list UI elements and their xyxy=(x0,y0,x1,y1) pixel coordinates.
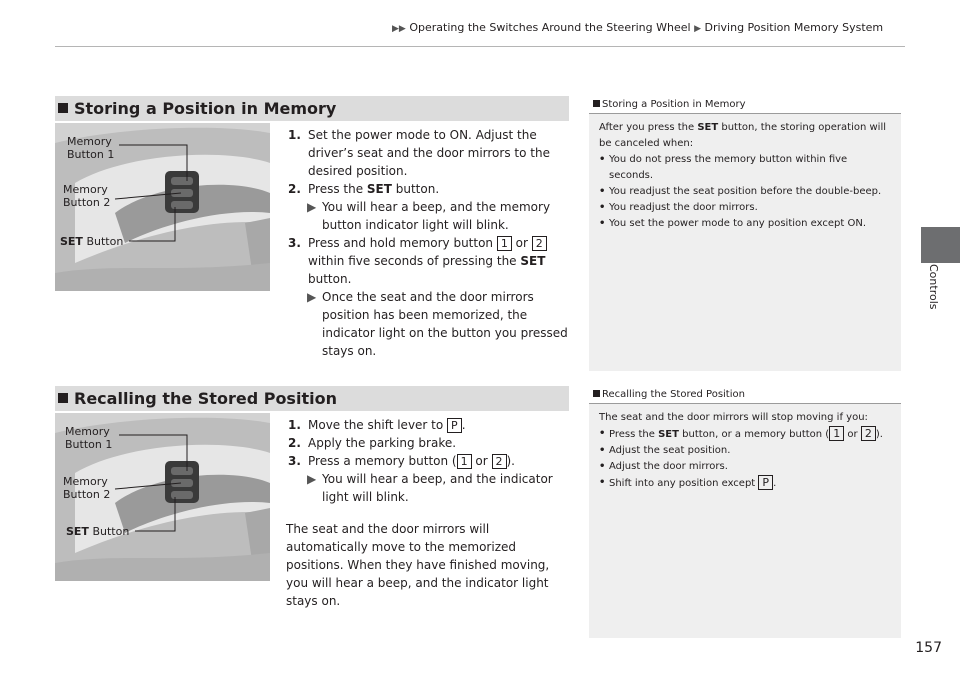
note-title-text: Recalling the Stored Position xyxy=(602,389,745,400)
callout-set-bold: SET xyxy=(66,525,89,538)
note-text: ). xyxy=(875,429,883,440)
step-item xyxy=(278,434,573,452)
result-arrow-icon: ▶ xyxy=(307,290,317,304)
step-text: button. xyxy=(391,182,440,196)
note-title xyxy=(589,386,901,404)
result-text: Once the seat and the door mirrors position has been memorized, the indicator light on the button you pressed stays on. xyxy=(322,290,568,358)
note-body xyxy=(589,404,901,498)
breadcrumb-arrow-icon: ▶ xyxy=(694,24,701,34)
note-bullet: • You do not press the memory button within five seconds. xyxy=(599,152,893,184)
key-1-icon: 1 xyxy=(829,426,844,441)
recall-paragraph: The seat and the door mirrors will automatically move to the memorized positions. When they have finished moving, you will hear a beep, and the indicator light stays on. xyxy=(286,522,550,608)
callout-set-button xyxy=(66,525,129,538)
note-bullet xyxy=(599,475,893,492)
step-text: Move the shift lever to xyxy=(308,418,448,432)
result-arrow-icon: ▶ xyxy=(307,200,317,214)
note-text: Press the xyxy=(609,429,659,440)
steps-list xyxy=(278,126,573,360)
section-title: Recalling the Stored Position xyxy=(74,389,337,408)
note-text: or xyxy=(844,429,861,440)
callout-set-bold: SET xyxy=(60,235,83,248)
chapter-tab[interactable] xyxy=(921,227,960,263)
note-ref-icon xyxy=(593,100,600,107)
chapter-label xyxy=(920,264,948,324)
result-arrow-icon: ▶ xyxy=(307,472,317,486)
result-text: You will hear a beep, and the indicator light will blink. xyxy=(322,472,553,504)
note-title-text: Storing a Position in Memory xyxy=(602,99,746,110)
step-number: 3. xyxy=(288,236,301,250)
callout-set-rest: Button xyxy=(88,525,130,538)
note-bullet: • You readjust the door mirrors. xyxy=(599,200,893,216)
step-text: Apply the parking brake. xyxy=(308,436,457,450)
step-text: . xyxy=(461,418,466,432)
header-divider xyxy=(55,46,905,47)
section-heading xyxy=(55,386,569,411)
breadcrumb-item[interactable]: Operating the Switches Around the Steering Wheel xyxy=(409,21,691,34)
note-bullet: • You readjust the seat position before the double-beep. xyxy=(599,184,893,200)
key-2-icon: 2 xyxy=(861,426,876,441)
step-bold: SET xyxy=(366,182,392,196)
callout-memory-button-2: Memory Button 2 xyxy=(63,183,111,209)
note-bullet: • Adjust the door mirrors. xyxy=(599,459,893,475)
door-panel-illustration xyxy=(55,413,270,581)
step-number: 2. xyxy=(288,182,301,196)
section-title: Storing a Position in Memory xyxy=(74,99,337,118)
chapter-label-text: Controls xyxy=(927,264,940,310)
note-ref-icon xyxy=(593,390,600,397)
key-1-icon: 1 xyxy=(497,236,512,251)
breadcrumb-item[interactable]: Driving Position Memory System xyxy=(704,21,884,34)
page-number: 157 xyxy=(915,640,942,656)
note-bullet: • Adjust the seat position. xyxy=(599,443,893,459)
step-item xyxy=(278,234,573,288)
note-bold: SET xyxy=(697,122,719,133)
section-heading xyxy=(55,96,569,121)
heading-square-icon xyxy=(58,393,68,403)
note-text: After you press the xyxy=(599,122,698,133)
note-body xyxy=(589,114,901,238)
note-text: Shift into any position except xyxy=(609,478,759,489)
note-text: . xyxy=(773,478,777,489)
step-text: Press a memory button ( xyxy=(308,454,457,468)
heading-square-icon xyxy=(58,103,68,113)
step-text: or xyxy=(471,454,492,468)
callout-memory-button-1: Memory Button 1 xyxy=(65,425,113,451)
step-number: 1. xyxy=(288,128,301,142)
key-2-icon: 2 xyxy=(532,236,547,251)
step-item xyxy=(278,180,573,198)
step-text: ). xyxy=(506,454,515,468)
step-text: Set the power mode to ON. Adjust the driver’s seat and the door mirrors to the desired position. xyxy=(308,128,550,178)
note-title xyxy=(589,96,901,114)
key-1-icon: 1 xyxy=(457,454,472,469)
note-box xyxy=(589,96,901,371)
key-p-icon: P xyxy=(758,475,773,490)
callout-memory-button-2: Memory Button 2 xyxy=(63,475,111,501)
step-result xyxy=(278,470,573,506)
callout-set-button xyxy=(60,235,123,248)
step-text: Press and hold memory button xyxy=(308,236,497,250)
step-text: or xyxy=(511,236,532,250)
note-intro: The seat and the door mirrors will stop moving if you: xyxy=(599,412,868,423)
note-intro xyxy=(599,120,893,152)
callout-set-rest: Button xyxy=(82,235,124,248)
step-number: 1. xyxy=(288,418,301,432)
note-bullet: • You set the power mode to any position except ON. xyxy=(599,216,893,232)
note-bold: SET xyxy=(658,429,679,440)
steps-list xyxy=(278,416,573,610)
step-text: Press the xyxy=(308,182,367,196)
callout-memory-button-1: Memory Button 1 xyxy=(67,135,115,161)
step-item xyxy=(278,452,573,470)
step-result xyxy=(278,288,573,360)
note-text: button, the storing operation will be canceled when: xyxy=(599,122,887,149)
step-number: 2. xyxy=(288,436,301,450)
step-text: within five seconds of pressing the xyxy=(308,254,521,268)
step-text: button. xyxy=(308,272,352,286)
step-bold: SET xyxy=(520,254,546,268)
step-item xyxy=(278,126,573,180)
step-item xyxy=(278,416,573,434)
note-text: button, or a memory button ( xyxy=(678,429,830,440)
step-number: 3. xyxy=(288,454,301,468)
door-panel-illustration xyxy=(55,123,270,291)
breadcrumb-arrow-icon: ▶▶ xyxy=(392,24,406,34)
breadcrumb xyxy=(392,21,883,34)
note-bullet xyxy=(599,426,893,443)
note-box xyxy=(589,386,901,638)
key-2-icon: 2 xyxy=(492,454,507,469)
result-text: You will hear a beep, and the memory button indicator light will blink. xyxy=(322,200,551,232)
key-p-icon: P xyxy=(447,418,462,433)
step-result xyxy=(278,198,573,234)
